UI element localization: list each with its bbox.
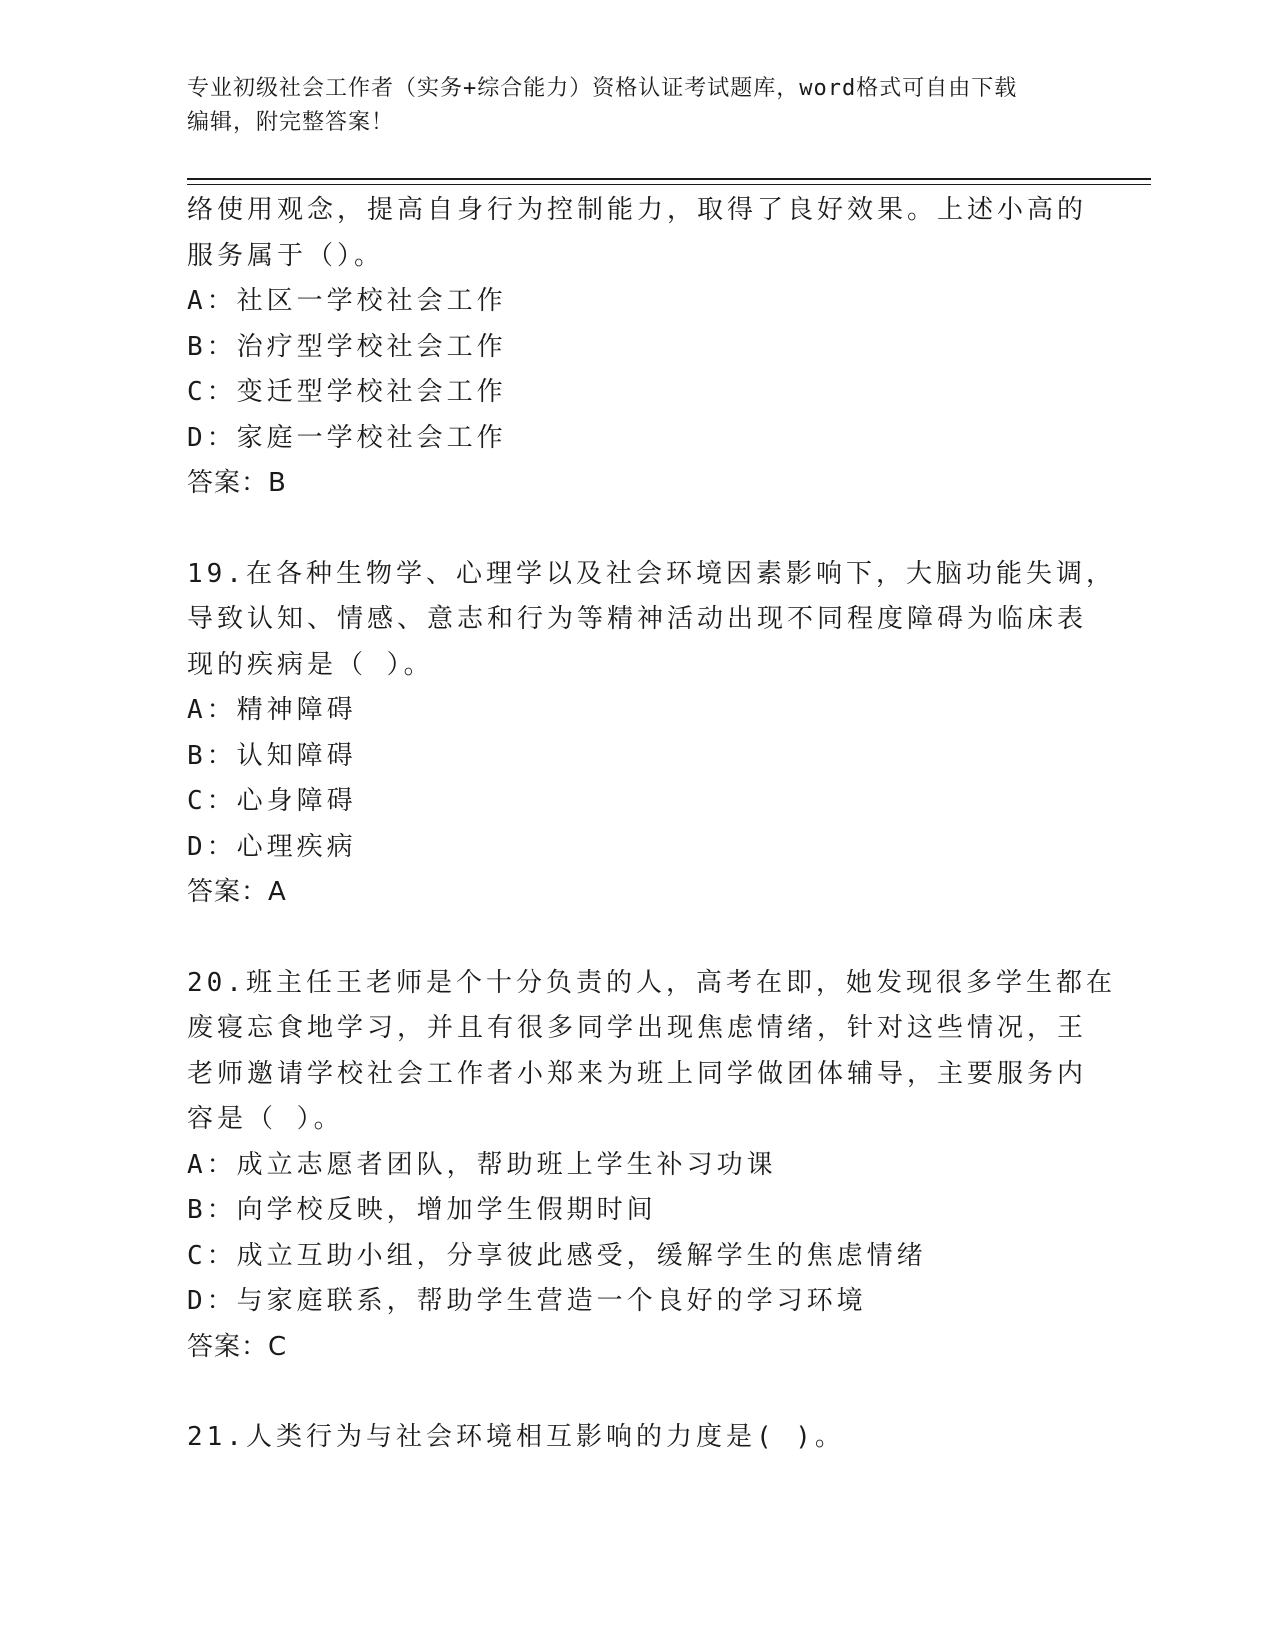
option-d: D：家庭一学校社会工作 bbox=[187, 422, 507, 453]
question-spacer bbox=[187, 1370, 1087, 1415]
question-stem-line: 21.人类行为与社会环境相互影响的力度是( )。 bbox=[187, 1422, 845, 1452]
option-c: C：变迁型学校社会工作 bbox=[187, 377, 507, 407]
question-stem-line: 20.班主任王老师是个十分负责的人，高考在即，她发现很多学生都在 bbox=[187, 967, 1116, 998]
header-divider-thin bbox=[187, 184, 1151, 185]
question-21 bbox=[187, 1415, 1087, 1461]
question-stem-line: 废寝忘食地学习，并且有很多同学出现焦虑情绪，针对这些情况，王 bbox=[187, 1013, 1088, 1043]
header-line-2: 编辑，附完整答案！ bbox=[187, 110, 395, 135]
option-d: D：与家庭联系，帮助学生营造一个良好的学习环境 bbox=[187, 1286, 867, 1316]
page-header bbox=[187, 72, 1087, 140]
option-b: B：向学校反映，增加学生假期时间 bbox=[187, 1195, 657, 1225]
question-spacer bbox=[187, 916, 1087, 961]
question-18 bbox=[187, 188, 1087, 507]
option-a: A：精神障碍 bbox=[187, 695, 357, 725]
answer-label: 答案：B bbox=[187, 468, 287, 498]
header-divider-thick bbox=[187, 178, 1151, 180]
option-b: B：认知障碍 bbox=[187, 740, 357, 771]
question-stem-line: 导致认知、情感、意志和行为等精神活动出现不同程度障碍为临床表 bbox=[187, 604, 1088, 634]
option-c: C：成立互助小组，分享彼此感受，缓解学生的焦虑情绪 bbox=[187, 1240, 927, 1271]
question-stem-line: 络使用观念，提高自身行为控制能力，取得了良好效果。上述小高的 bbox=[187, 195, 1088, 225]
question-stem-line: 19.在各种生物学、心理学以及社会环境因素影响下，大脑功能失调， bbox=[187, 558, 1116, 589]
question-stem-line: 老师邀请学校社会工作者小郑来为班上同学做团体辅导，主要服务内 bbox=[187, 1058, 1088, 1089]
option-a: A：社区一学校社会工作 bbox=[187, 286, 507, 316]
question-stem-line: 现的疾病是（ ）。 bbox=[187, 649, 434, 680]
question-stem-line: 容是（ ）。 bbox=[187, 1104, 344, 1134]
question-spacer bbox=[187, 507, 1087, 552]
option-b: B：治疗型学校社会工作 bbox=[187, 331, 507, 362]
question-list bbox=[187, 188, 1116, 1461]
answer-label: 答案：A bbox=[187, 877, 287, 907]
question-19 bbox=[187, 552, 1116, 916]
option-a: A：成立志愿者团队，帮助班上学生补习功课 bbox=[187, 1149, 777, 1180]
option-d: D：心理疾病 bbox=[187, 831, 357, 862]
answer-label: 答案：C bbox=[187, 1331, 288, 1362]
question-stem-line: 服务属于（）。 bbox=[187, 240, 385, 271]
question-20 bbox=[187, 961, 1116, 1371]
header-line-1: 专业初级社会工作者（实务+综合能力）资格认证考试题库，word格式可自由下载 bbox=[187, 76, 1018, 101]
option-c: C：心身障碍 bbox=[187, 786, 357, 816]
